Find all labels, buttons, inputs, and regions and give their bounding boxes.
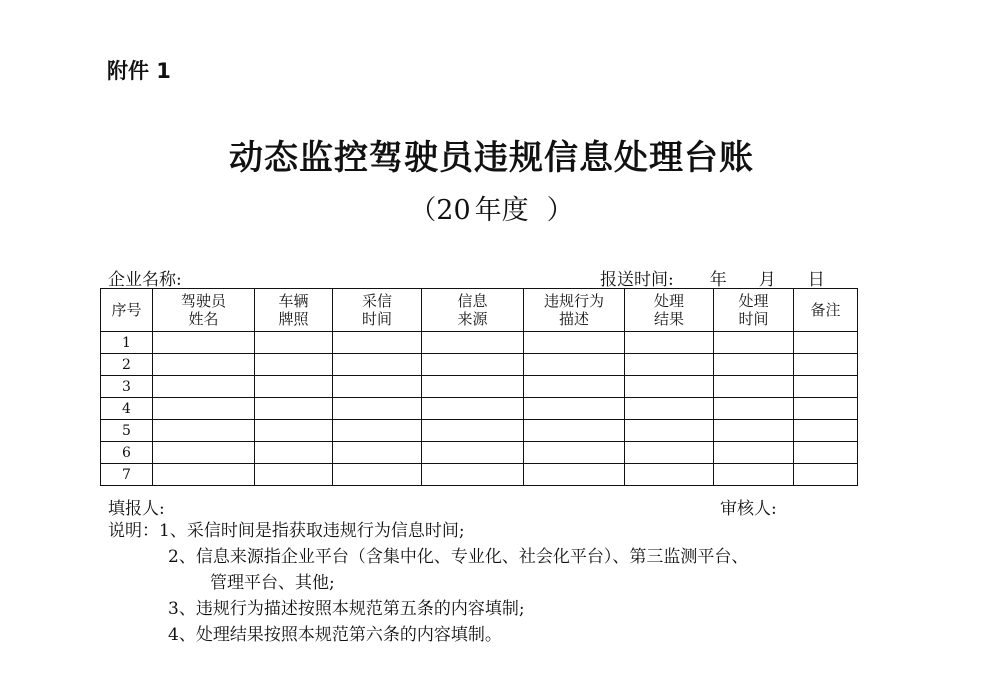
header-serial: 序号: [101, 289, 153, 332]
note-item: 说明：1、采信时间是指获取违规行为信息时间;: [108, 521, 465, 541]
header-plate: 车辆 牌照: [255, 289, 333, 332]
report-date: [600, 265, 825, 290]
row-number: 5: [101, 420, 153, 442]
reporter-label: 填报人:: [108, 499, 165, 519]
table-row: [101, 420, 858, 442]
row-number: 3: [101, 376, 153, 398]
table-row: [101, 398, 858, 420]
company-name-label: 企业名称:: [108, 270, 182, 290]
subtitle-year: 年度: [474, 195, 529, 226]
date-year: 年: [709, 270, 727, 290]
row-number: 1: [101, 332, 153, 354]
document-subtitle: [0, 188, 983, 227]
document-title: 动态监控驾驶员违规信息处理台账: [229, 138, 754, 178]
notes-prefix: 说明：: [108, 521, 159, 541]
header-info-source: 信息 来源: [422, 289, 524, 332]
row-number: 2: [101, 354, 153, 376]
header-violation-desc: 违规行为 描述: [524, 289, 625, 332]
reviewer-label: 审核人:: [720, 499, 777, 519]
row-number: 7: [101, 464, 153, 486]
table-row: [101, 354, 858, 376]
header-result: 处理 结果: [625, 289, 714, 332]
ledger-table: [100, 288, 858, 486]
row-number: 4: [101, 398, 153, 420]
row-number: 6: [101, 442, 153, 464]
subtitle-close: ）: [546, 195, 574, 226]
note-item-continuation: 管理平台、其他;: [210, 573, 335, 593]
header-handle-time: 处理 时间: [714, 289, 794, 332]
header-remarks: 备注: [794, 289, 858, 332]
attachment-label: 附件 1: [107, 59, 171, 83]
note-item: 3、违规行为描述按照本规范第五条的内容填制;: [168, 599, 525, 619]
table-row: [101, 442, 858, 464]
table-row: [101, 332, 858, 354]
note-item: 2、信息来源指企业平台（含集中化、专业化、社会化平台）、第三监测平台、: [168, 547, 749, 567]
date-day: 日: [807, 270, 825, 290]
notes-section: [108, 518, 748, 648]
header-adopt-time: 采信 时间: [333, 289, 422, 332]
table-row: [101, 376, 858, 398]
report-date-label: 报送时间:: [600, 270, 674, 290]
header-driver-name: 驾驶员 姓名: [153, 289, 255, 332]
table-row: [101, 464, 858, 486]
date-month: 月: [758, 270, 776, 290]
subtitle-open: （20: [409, 195, 471, 226]
table-header-row: [101, 289, 858, 332]
note-item: 4、处理结果按照本规范第六条的内容填制。: [168, 625, 502, 645]
